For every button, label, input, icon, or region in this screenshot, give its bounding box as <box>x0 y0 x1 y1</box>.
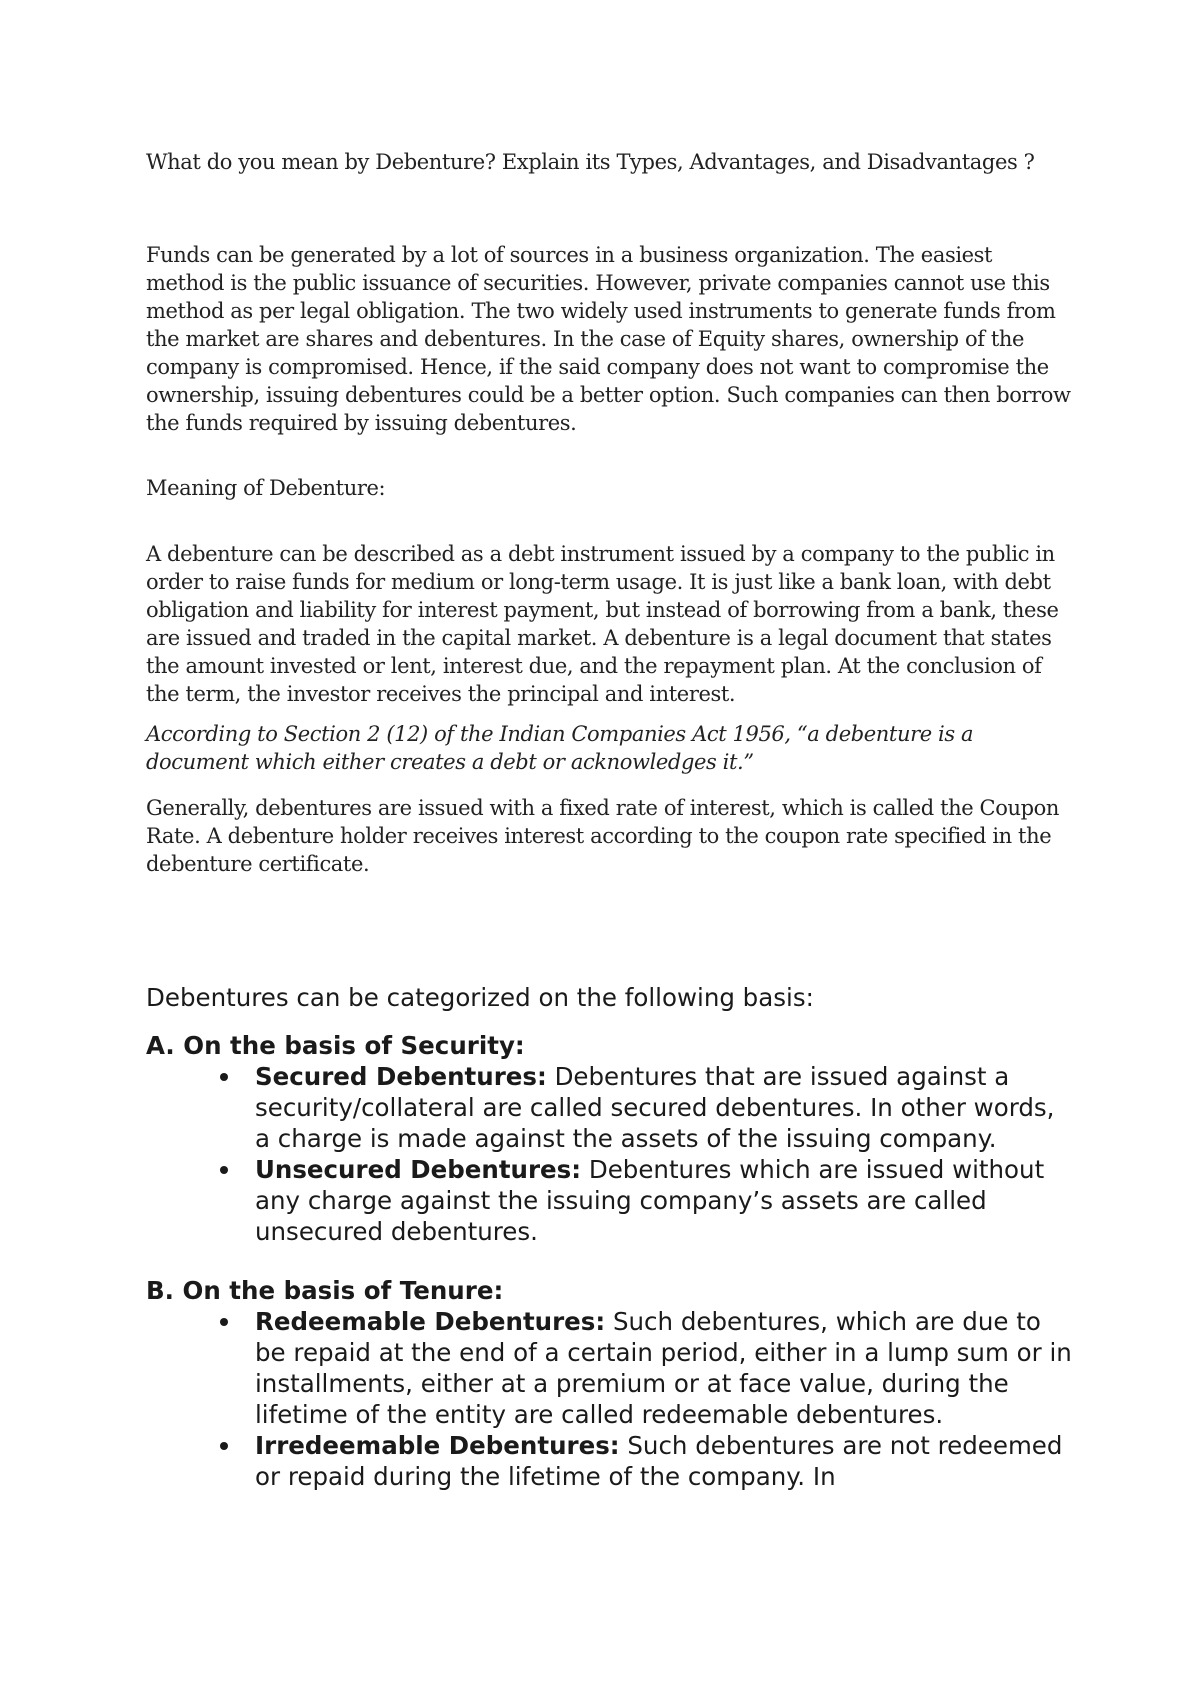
tenure-list <box>255 1306 1075 1492</box>
act-quote: According to Section 2 (12) of the Indian Companies Act 1956, “a debenture is a document which either creates a debt or acknowledges it.” <box>146 722 974 774</box>
bullet-icon <box>220 1442 228 1450</box>
bullet-icon <box>220 1318 228 1326</box>
document-title: What do you mean by Debenture? Explain its Types, Advantages, and Disadvantages ? <box>146 150 1035 174</box>
list-item <box>255 1306 1075 1430</box>
list-item <box>255 1061 1075 1154</box>
intro-paragraph: Funds can be generated by a lot of sources in a business organization. The easiest method is the public issuance of securities. However, private companies cannot use this method as per legal obligation. The two widely used instruments to generate funds from the market are shares and debentures. In the case of Equity shares, ownership of the company is compromised. Hence, if the said company does not want to compromise the ownership, issuing debentures could be a better option. Such companies can then borrow the funds required by issuing debentures. <box>146 243 1071 435</box>
section-heading-security: A. On the basis of Security: <box>146 1031 525 1060</box>
categories-heading: Debentures can be categorized on the following basis: <box>146 983 814 1012</box>
list-item-term: Unsecured Debentures: <box>255 1155 582 1184</box>
list-item-text: Debentures which are issued without any charge against the issuing company’s assets are called unsecured debentures. <box>255 1155 1045 1246</box>
bullet-icon <box>220 1166 228 1174</box>
section-heading-tenure: B. On the basis of Tenure: <box>146 1276 504 1305</box>
list-item-term: Secured Debentures: <box>255 1062 547 1091</box>
list-item-term: Redeemable Debentures: <box>255 1307 606 1336</box>
list-item-text: Debentures that are issued against a security/collateral are called secured debentures. In other words, a charge is made against the assets of the issuing company. <box>255 1062 1055 1153</box>
list-item <box>255 1430 1075 1492</box>
list-item-text: Such debentures are not redeemed or repaid during the lifetime of the company. In <box>255 1431 1063 1491</box>
coupon-paragraph: Generally, debentures are issued with a fixed rate of interest, which is called the Coupon Rate. A debenture holder receives interest according to the coupon rate specified in the debenture certificate. <box>146 796 1059 876</box>
meaning-heading: Meaning of Debenture: <box>146 476 386 500</box>
security-list <box>255 1061 1075 1247</box>
list-item-term: Irredeemable Debentures: <box>255 1431 620 1460</box>
bullet-icon <box>220 1073 228 1081</box>
list-item-text: Such debentures, which are due to be repaid at the end of a certain period, either in a lump sum or in installments, either at a premium or at face value, during the lifetime of the entity are called redeemable debentures. <box>255 1307 1072 1429</box>
meaning-paragraph: A debenture can be described as a debt instrument issued by a company to the public in order to raise funds for medium or long-term usage. It is just like a bank loan, with debt obligation and liability for interest payment, but instead of borrowing from a bank, these are issued and traded in the capital market. A debenture is a legal document that states the amount invested or lent, interest due, and the repayment plan. At the conclusion of the term, the investor receives the principal and interest. <box>146 542 1059 706</box>
list-item <box>255 1154 1075 1247</box>
